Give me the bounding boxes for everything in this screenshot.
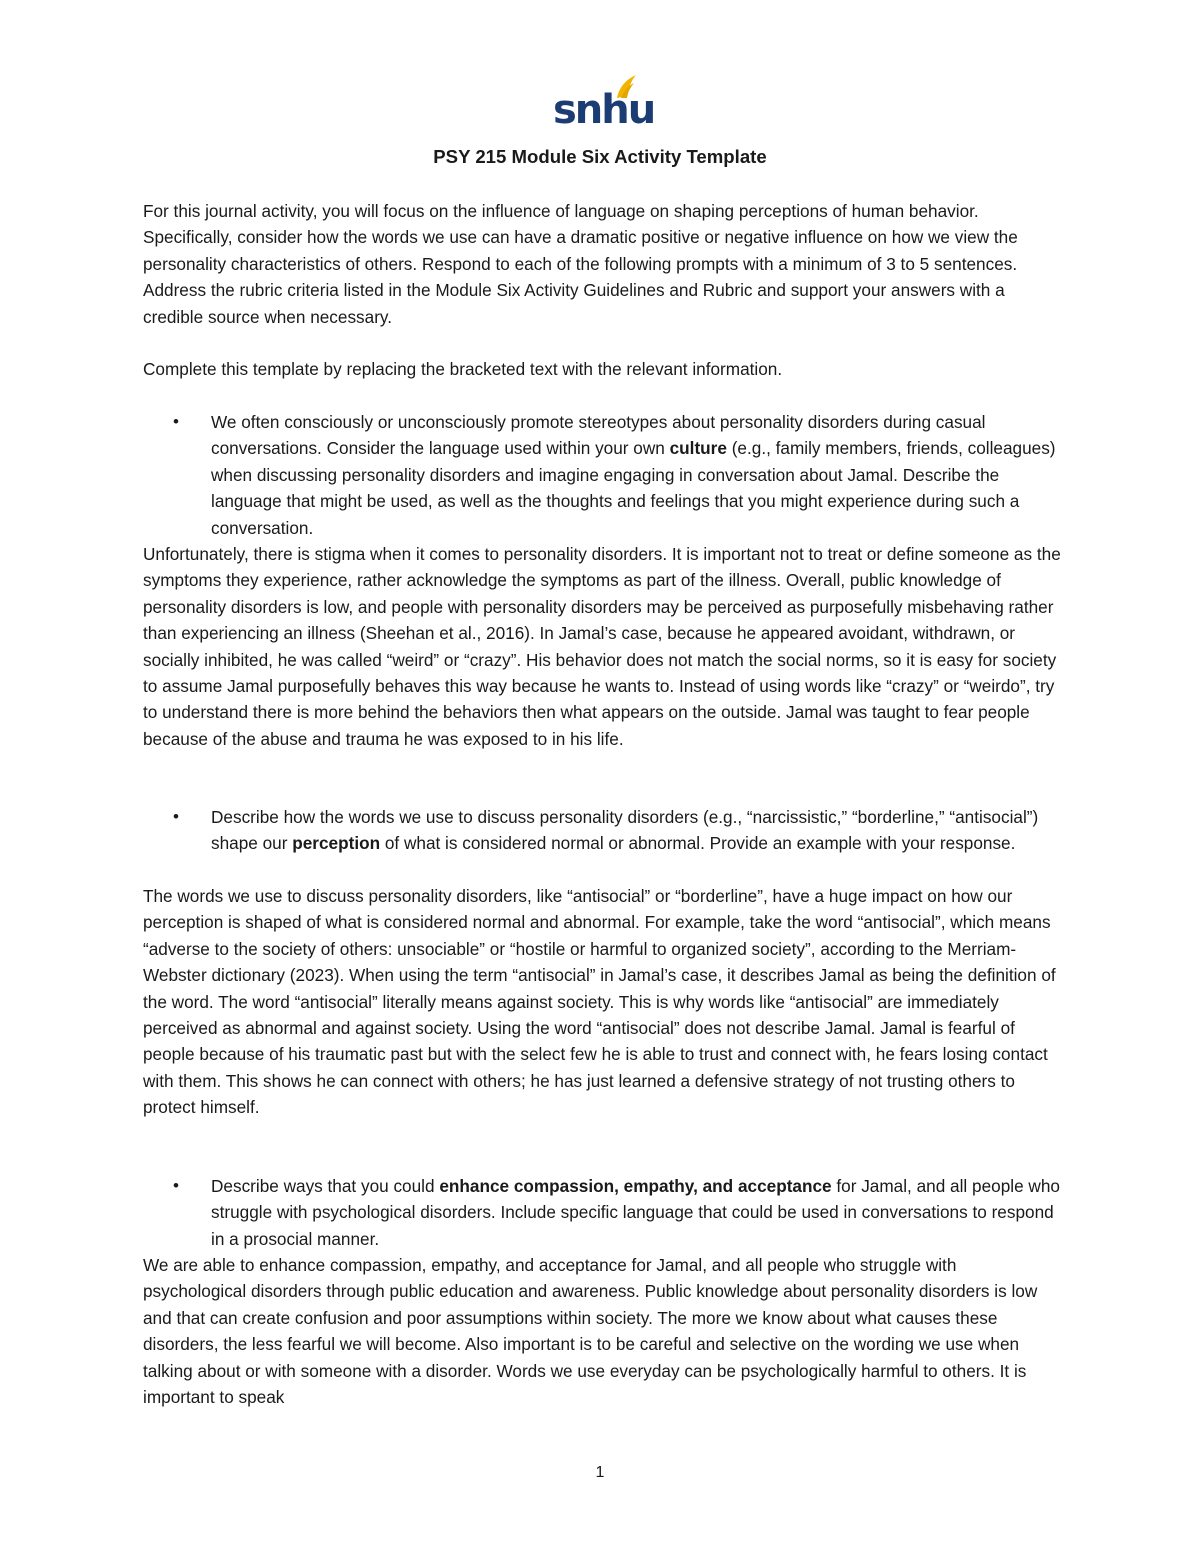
prompt-text: of what is considered normal or abnormal. Provide an example with your response. (380, 833, 1016, 854)
instruction-paragraph: Complete this template by replacing the bracketed text with the relevant information. (143, 359, 783, 379)
document-title: PSY 215 Module Six Activity Template (433, 146, 767, 167)
bullet-marker: • (173, 1176, 179, 1195)
bullet-marker: • (173, 807, 179, 826)
answer-1: Unfortunately, there is stigma when it comes to personality disorders. It is important not to treat or define someone as the symptoms they experience, rather acknowledge the symptoms as part of the illness. Overall, public knowledge of personality disorders is low, and people with personality disorders may be perceived as purposefully misbehaving rather than experiencing an illness (Sheehan et al., 2016). In Jamal’s case, because he appeared avoidant, withdrawn, or socially inhibited, he was called “weird” or “crazy”. His behavior does not match the social norms, so it is easy for society to assume Jamal purposefully behaves this way because he wants to. Instead of using words like “crazy” or “weirdo”, try to understand there is more behind the behaviors then what appears on the outside. Jamal was taught to fear people because of the abuse and trauma he was exposed to in his life. (143, 544, 1061, 749)
snhu-logo (553, 74, 655, 134)
prompt-1 (211, 409, 1071, 541)
intro-paragraph: For this journal activity, you will focus on the influence of language on shaping perceptions of human behavior. Specifically, consider how the words we use can have a dramatic positive or negative influence on how we view the personality characteristics of others. Respond to each of the following prompts with a minimum of 3 to 5 sentences. Address the rubric criteria listed in the Module Six Activity Guidelines and Rubric and support your answers with a credible source when necessary. (143, 201, 1018, 327)
answer-3: We are able to enhance compassion, empathy, and acceptance for Jamal, and all people who struggle with psychological disorders through public education and awareness. Public knowledge about personality disorders is low and that can create confusion and poor assumptions within society. The more we know about what causes these disorders, the less fearful we will become. Also important is to be careful and selective on the wording we use when talking about or with someone with a disorder. Words we use everyday can be psychologically harmful to others. It is important to speak (143, 1255, 1038, 1408)
prompt-text: Describe ways that you could (211, 1176, 440, 1196)
page-number: 1 (595, 1464, 605, 1481)
prompt-text: Describe how the words we use to discuss personality disorders (e.g., “narcissistic,” “borderline,” “antisocial”) shape our (211, 807, 1039, 854)
prompt-emphasis: perception (292, 833, 381, 854)
prompt-text: (e.g., family members, friends, colleagues) when discussing personality disorders and imagine engaging in conversation about Jamal. Describe the language that might be used, as well as the thoughts and feelings that you might experience during such a conversation. (211, 438, 1056, 538)
prompt-emphasis: enhance compassion, empathy, and acceptance (439, 1176, 832, 1196)
bullet-marker: • (173, 412, 179, 431)
answer-2: The words we use to discuss personality disorders, like “antisocial” or “borderline”, have a huge impact on how our perception is shaped of what is considered normal and abnormal. For example, take the word “antisocial”, which means “adverse to the society of others: unsociable” or “hostile or harmful to organized society”, according to the Merriam-Webster dictionary (2023). When using the term “antisocial” in Jamal’s case, it describes Jamal as being the definition of the word. The word “antisocial” literally means against society. This is why words like “antisocial” are immediately perceived as abnormal and against society. Using the word “antisocial” does not describe Jamal. Jamal is fearful of people because of his traumatic past but with the select few he is able to trust and connect with, he fears losing contact with them. This shows he can connect with others; he has just learned a defensive strategy of not trusting others to protect himself. (143, 886, 1056, 1118)
prompt-text: We often consciously or unconsciously promote stereotypes about personality disorders during casual conversations. Consider the language used within your own (211, 412, 986, 459)
prompt-2 (211, 804, 1071, 857)
prompt-emphasis: culture (669, 438, 727, 459)
logo-wordmark: snhu (553, 87, 655, 133)
prompt-3 (211, 1173, 1071, 1252)
prompt-text: for Jamal, and all people who struggle with psychological disorders. Include specific language that could be used in conversations to respond in a prosocial manner. (211, 1176, 1060, 1249)
